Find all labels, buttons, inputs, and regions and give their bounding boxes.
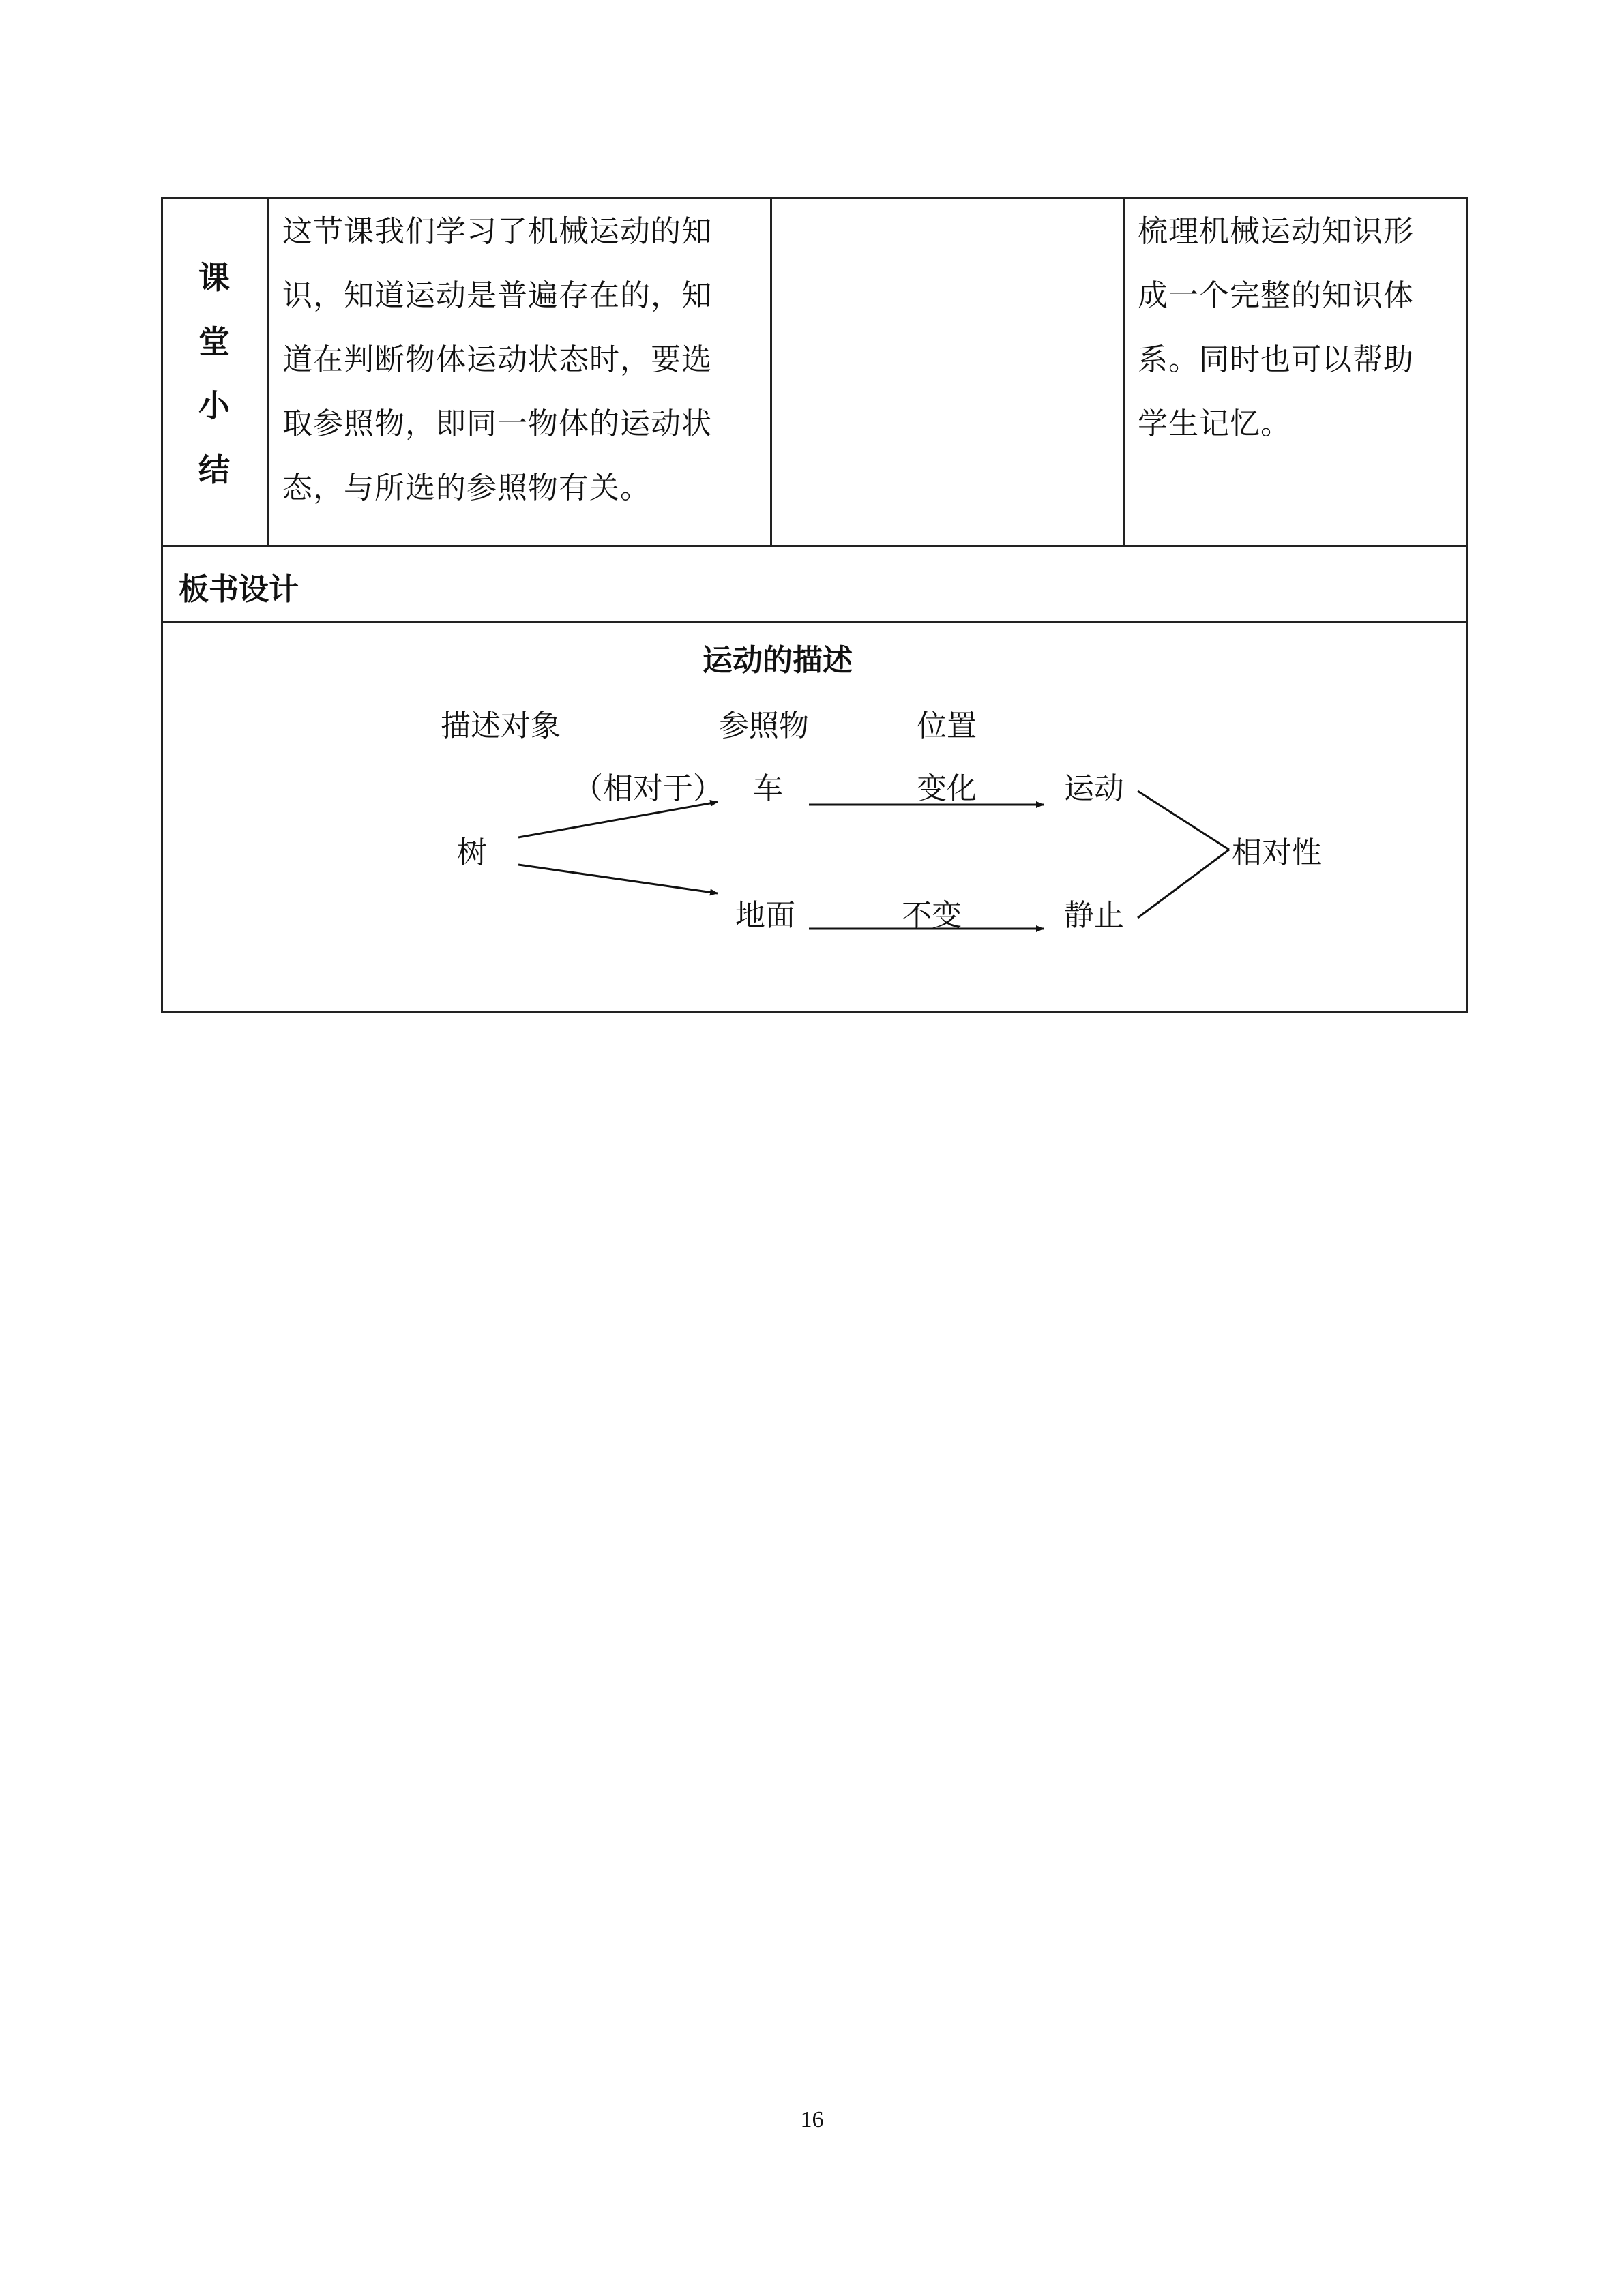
purpose-line: 梳理机械运动知识形 — [1138, 214, 1414, 249]
summary-line: 这节课我们学习了机械运动的知 — [282, 214, 712, 249]
summary-label-char: 结 — [198, 451, 230, 488]
ref-ground: 地面 — [735, 898, 795, 933]
conclusion-relativity: 相对性 — [1232, 835, 1322, 870]
summary-label-char: 小 — [198, 387, 230, 424]
arrow-tree-to-ground — [518, 865, 718, 893]
summary-line: 取参照物，即同一物体的运动状 — [282, 406, 712, 441]
page-number: 16 — [800, 2107, 824, 2132]
pos-unchanged: 不变 — [902, 898, 962, 933]
arrow-tree-to-car — [518, 802, 718, 837]
summary-label-char: 课 — [198, 259, 230, 296]
board-title: 运动的描述 — [703, 643, 853, 678]
summary-line: 态，与所选的参照物有关。 — [282, 471, 651, 505]
purpose-line: 学生记忆。 — [1138, 406, 1291, 441]
label-reference-object: 参照物 — [719, 709, 809, 743]
state-moving: 运动 — [1064, 771, 1124, 806]
purpose-line: 成一个完整的知识体 — [1138, 278, 1414, 313]
pos-changed: 变化 — [917, 771, 977, 806]
summary-line: 识，知道运动是普遍存在的，知 — [282, 278, 712, 313]
summary-label-char: 堂 — [198, 323, 230, 360]
label-position: 位置 — [917, 709, 977, 743]
label-relative-to: （相对于） — [573, 771, 723, 806]
subject-tree: 树 — [457, 835, 487, 870]
purpose-line: 系。同时也可以帮助 — [1138, 342, 1414, 377]
label-describe-object: 描述对象 — [441, 709, 561, 743]
board-design-heading: 板书设计 — [179, 572, 299, 607]
ref-car: 车 — [753, 771, 783, 806]
state-still: 静止 — [1064, 898, 1124, 933]
connector-still-relativity — [1138, 850, 1229, 918]
connector-moving-relativity — [1138, 791, 1229, 850]
summary-line: 道在判断物体运动状态时，要选 — [282, 342, 712, 377]
